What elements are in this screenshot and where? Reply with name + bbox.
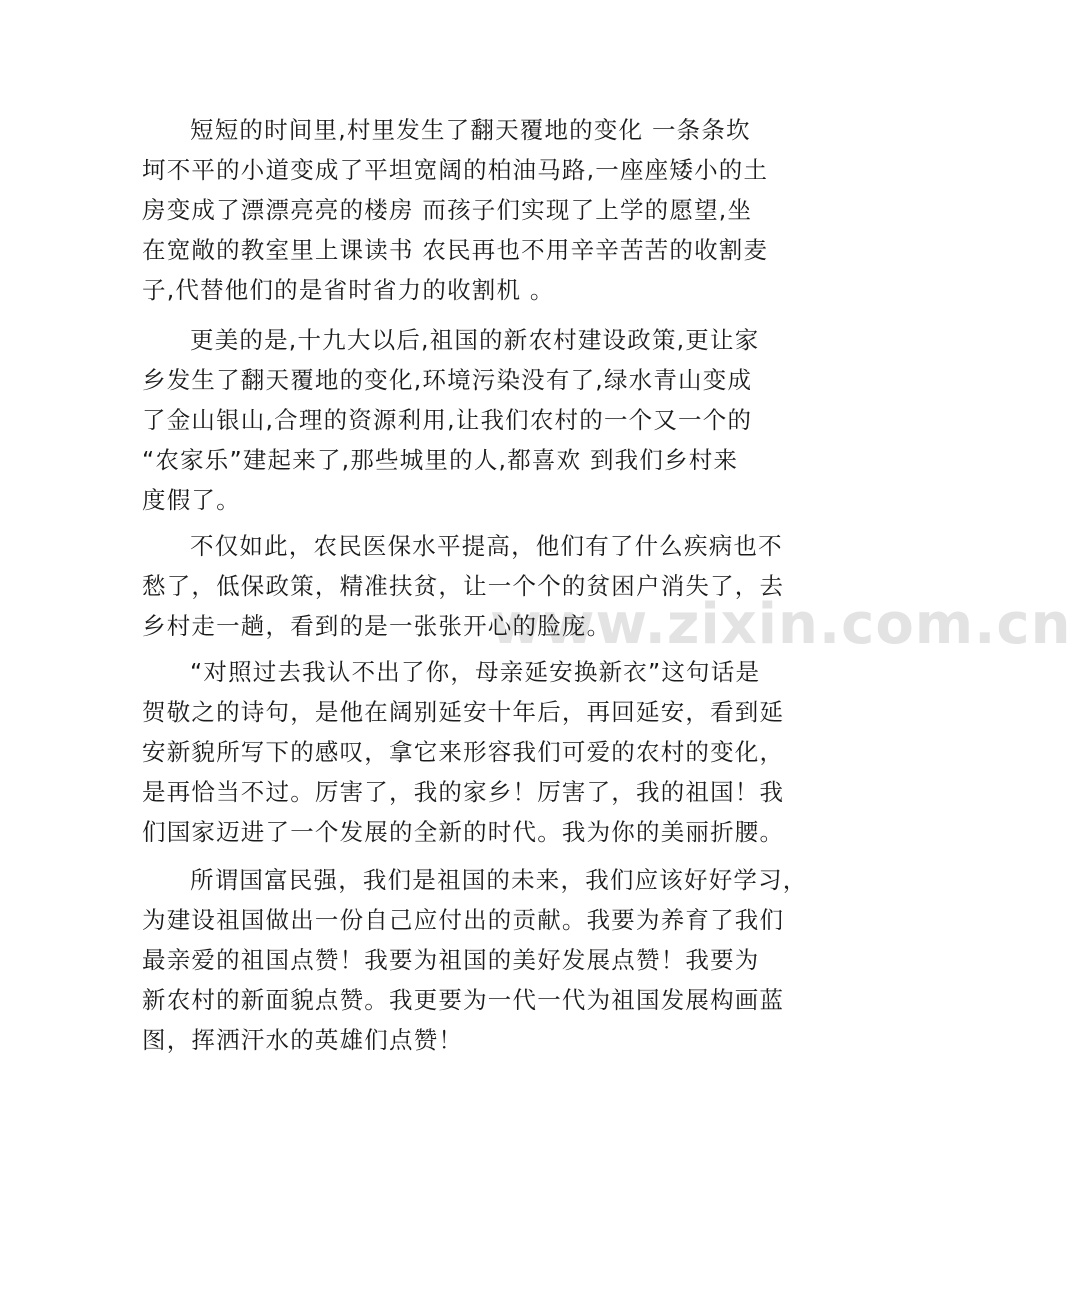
text-line: 愁了，低保政策，精准扶贫，让一个个的贫困户消失了，去	[142, 572, 785, 600]
paragraph-3	[142, 526, 792, 646]
text-line: 新农村的新面貌点赞。我更要为一代一代为祖国发展构画蓝	[142, 986, 785, 1014]
text-line: 度假了。	[142, 486, 241, 514]
paragraph-2	[142, 320, 792, 520]
text-line: 乡村走一趟，看到的是一张张开心的脸庞。	[142, 612, 612, 640]
text-line: 了金山银山,合理的资源利用,让我们农村的一个又一个的	[142, 406, 753, 434]
text-line: 更美的是,十九大以后,祖国的新农村建设政策,更让家	[190, 326, 760, 354]
text-line: 房变成了漂漂亮亮的楼房 而孩子们实现了上学的愿望,坐	[142, 196, 753, 224]
text-line: 贺敬之的诗句，是他在阔别延安十年后，再回延安，看到延	[142, 698, 785, 726]
text-line: 安新貌所写下的感叹，拿它来形容我们可爱的农村的变化，	[142, 738, 785, 766]
text-line: 图，挥洒汗水的英雄们点赞！	[142, 1026, 464, 1054]
text-line: 在宽敞的教室里上课读书 农民再也不用辛辛苦苦的收割麦	[142, 236, 769, 264]
text-line: 不仅如此，农民医保水平提高，他们有了什么疾病也不	[190, 532, 783, 560]
paragraph-1	[142, 110, 792, 310]
text-line: “对照过去我认不出了你，母亲延安换新衣”这句话是	[190, 658, 761, 686]
text-line: 所谓国富民强，我们是祖国的未来，我们应该好好学习，	[190, 866, 808, 894]
text-line: 短短的时间里,村里发生了翻天覆地的变化 一条条坎	[190, 116, 751, 144]
text-line: 子,代替他们的是省时省力的收割机 。	[142, 276, 555, 304]
text-line: 乡发生了翻天覆地的变化,环境污染没有了,绿水青山变成	[142, 366, 753, 394]
text-line: 最亲爱的祖国点赞！我要为祖国的美好发展点赞！我要为	[142, 946, 760, 974]
text-line: 们国家迈进了一个发展的全新的时代。我为你的美丽折腰。	[142, 818, 785, 846]
text-line: “农家乐”建起来了,那些城里的人,都喜欢 到我们乡村来	[142, 446, 739, 474]
paragraph-4	[142, 652, 792, 852]
text-line: 为建设祖国做出一份自己应付出的贡献。我要为养育了我们	[142, 906, 785, 934]
text-line: 坷不平的小道变成了平坦宽阔的柏油马路,一座座矮小的土	[142, 156, 769, 184]
text-line: 是再恰当不过。厉害了，我的家乡！厉害了，我的祖国！我	[142, 778, 785, 806]
paragraph-5	[142, 860, 808, 1060]
watermark: www.zixin.com.cn	[490, 592, 1072, 657]
